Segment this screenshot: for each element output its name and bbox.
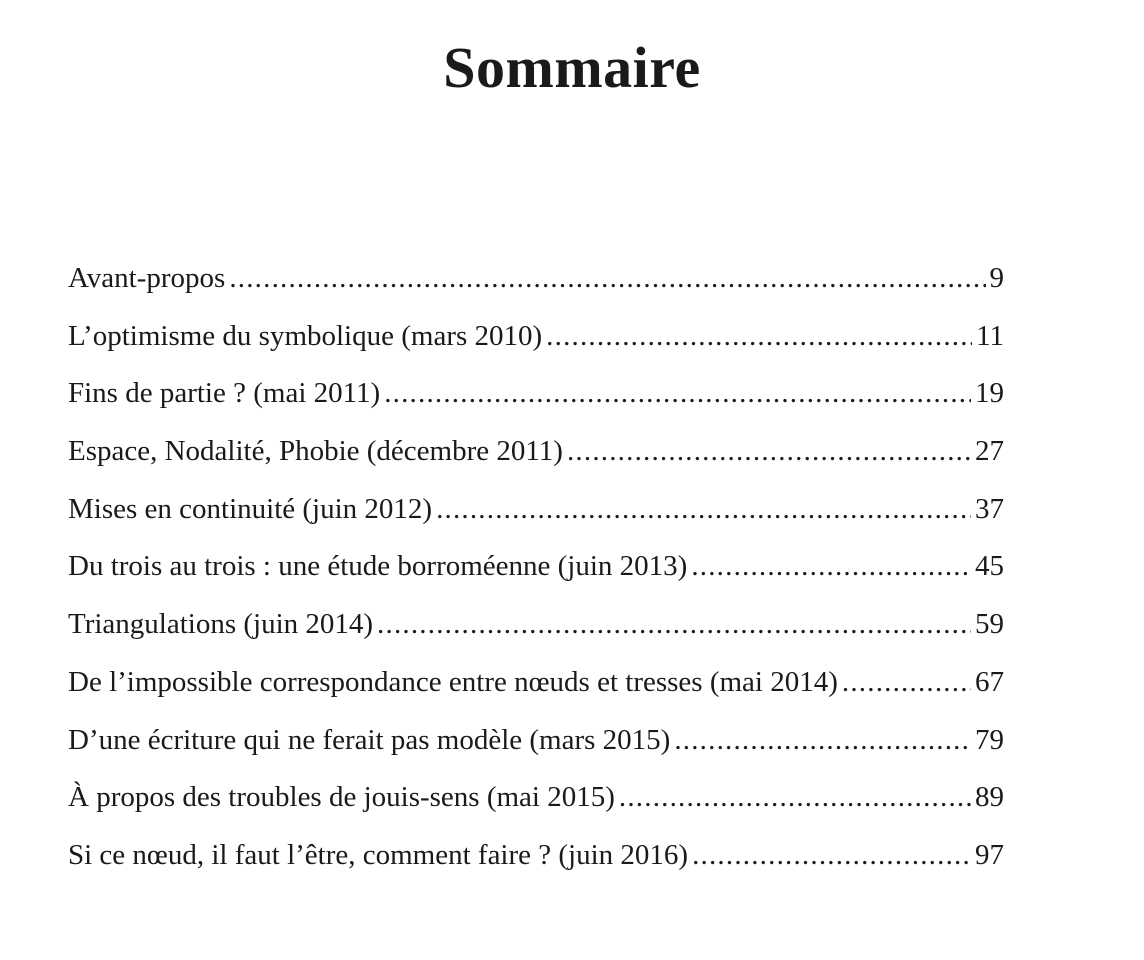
toc-entry	[68, 538, 1004, 596]
toc-entry-page: 27	[975, 435, 1004, 468]
toc-entry-page: 37	[975, 492, 1004, 525]
toc-entry-page: 45	[975, 550, 1004, 583]
toc-entry-title: Espace, Nodalité, Phobie (décembre 2011)	[68, 435, 563, 468]
toc-entry-title: Mises en continuité (juin 2012)	[68, 492, 433, 525]
toc-entry-page: 59	[975, 608, 1004, 641]
dot-leader	[692, 827, 971, 885]
toc-entry-title: Du trois au trois : une étude borroméenne (juin 2013)	[68, 550, 688, 583]
dot-leader	[384, 365, 971, 423]
toc-entry	[68, 596, 1004, 654]
toc-entry-page: 89	[975, 781, 1004, 814]
dot-leader	[546, 308, 972, 366]
toc-entry	[68, 250, 1004, 308]
toc-entry	[68, 654, 1004, 712]
toc-entry-page: 97	[975, 838, 1004, 871]
page-title: Sommaire	[443, 35, 701, 100]
toc-entry-title: Fins de partie ? (mai 2011)	[68, 377, 381, 410]
toc-entry-title: Triangulations (juin 2014)	[68, 608, 374, 641]
toc-entry-page: 79	[975, 723, 1004, 756]
toc-entry-page: 19	[975, 377, 1004, 410]
toc-entry	[68, 827, 1004, 885]
toc-entry	[68, 308, 1004, 366]
toc-entry	[68, 769, 1004, 827]
table-of-contents	[68, 250, 1004, 885]
toc-entry-title: Avant-propos	[68, 262, 226, 294]
toc-entry	[68, 481, 1004, 539]
dot-leader	[691, 538, 971, 596]
toc-entry-title: De l’impossible correspondance entre nœuds et tresses (mai 2014)	[68, 665, 838, 698]
toc-entry-page: 9	[989, 262, 1004, 294]
dot-leader	[567, 423, 971, 481]
toc-entry-page: 11	[976, 319, 1004, 352]
dot-leader	[229, 250, 985, 308]
toc-entry-title: Si ce nœud, il faut l’être, comment faire ? (juin 2016)	[68, 838, 689, 871]
dot-leader	[377, 596, 971, 654]
toc-entry-title: D’une écriture qui ne ferait pas modèle (mars 2015)	[68, 723, 671, 756]
dot-leader	[674, 712, 971, 770]
dot-leader	[842, 654, 971, 712]
dot-leader	[619, 769, 971, 827]
toc-entry	[68, 423, 1004, 481]
toc-entry-page: 67	[975, 665, 1004, 698]
toc-entry	[68, 365, 1004, 423]
toc-entry	[68, 712, 1004, 770]
dot-leader	[436, 481, 971, 539]
toc-entry-title: À propos des troubles de jouis-sens (mai 2015)	[68, 781, 615, 814]
toc-entry-title: L’optimisme du symbolique (mars 2010)	[68, 319, 543, 352]
